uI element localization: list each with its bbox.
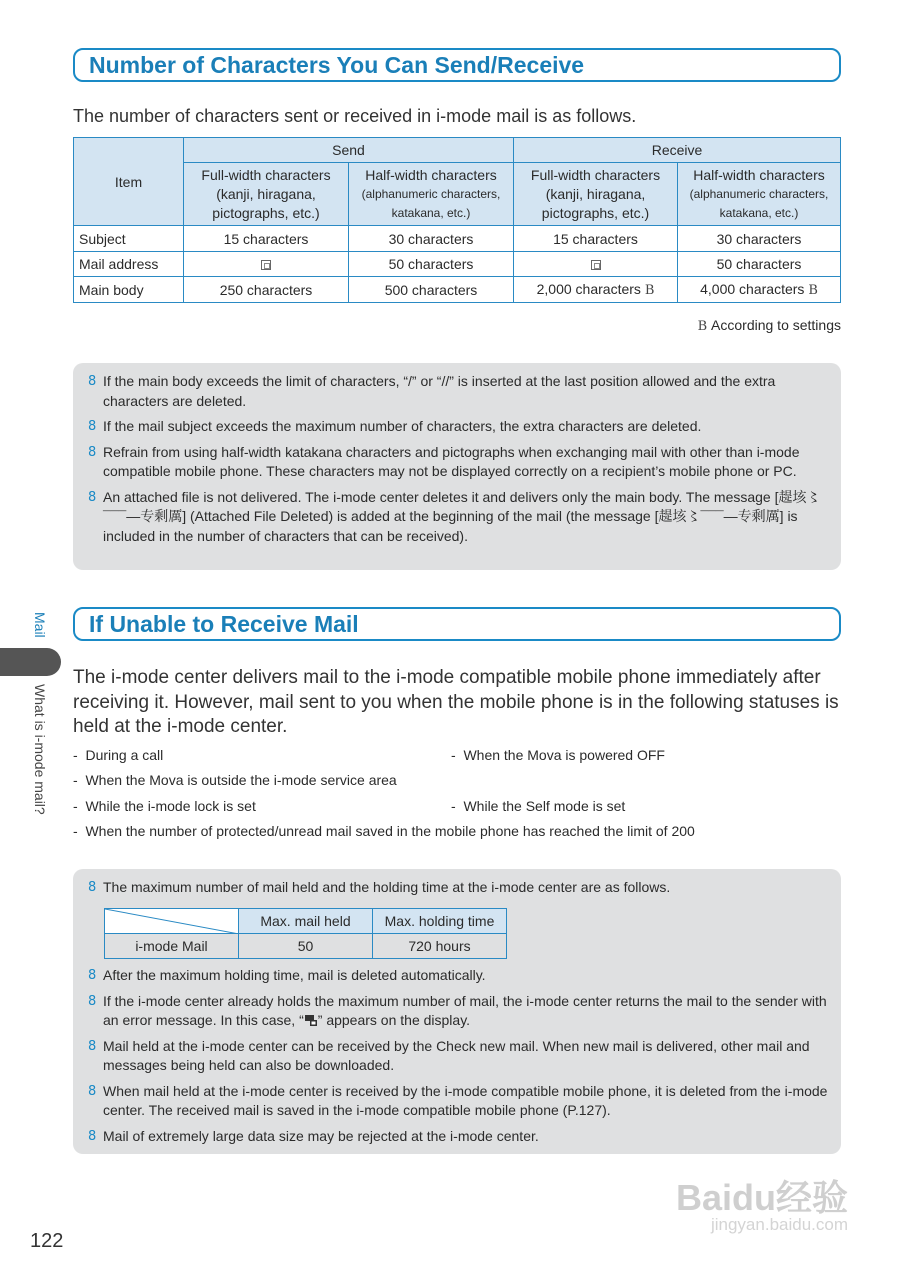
- send-header: Send: [184, 138, 514, 163]
- table-row: [74, 252, 841, 277]
- status-item: - When the Mova is outside the i-mode service area: [73, 772, 397, 788]
- table-row: [74, 277, 841, 303]
- watermark-logo: Baidu经验: [675, 1177, 848, 1218]
- status-item: - While the Self mode is set: [451, 798, 626, 814]
- row-label: Main body: [74, 277, 184, 303]
- note-item: 8 When mail held at the i-mode center is received by the i-mode compatible mobile phone, it is deleted from the i-mode center. The received mail is saved in the i-mode compatible mobile phone (P.127).: [88, 1082, 828, 1118]
- holding-table: [104, 908, 507, 959]
- notes-box-characters: [73, 363, 841, 570]
- characters-table: [73, 137, 841, 303]
- unable-intro: The i-mode center delivers mail to the i-mode compatible mobile phone immediately after receiving it. However, mail sent to you when the mobile phone is in the following statuses is held at the i-mode center.: [73, 667, 839, 737]
- note-item: 8 Refrain from using half-width katakana characters and pictographs when exchanging mail with other than i-mode compatible mobile phone. These characters may not be displayed correctly on a recipient’s mobile phone or PC.: [88, 443, 800, 479]
- cell: 30 characters: [349, 226, 514, 252]
- send-full-width-header: Full-width characters (kanji, hiragana, pictographs, etc.): [184, 163, 349, 226]
- cell: 50: [239, 934, 373, 959]
- cell: 500 characters: [349, 277, 514, 303]
- sidebar-tab-label: Mail: [32, 612, 48, 638]
- table-footnote: B According to settings: [697, 317, 841, 334]
- watermark-url: jingyan.baidu.com: [710, 1215, 848, 1234]
- note-item: 8 The maximum number of mail held and the holding time at the i-mode center are as follows.: [88, 879, 671, 895]
- row-label: Subject: [74, 226, 184, 252]
- section-title-characters: Number of Characters You Can Send/Receive: [73, 48, 841, 82]
- note-item: 8 If the mail subject exceeds the maximum number of characters, the extra characters are deleted.: [88, 418, 702, 434]
- status-item: - When the Mova is powered OFF: [451, 747, 665, 763]
- cell: 720 hours: [373, 934, 507, 959]
- settings-mark: B: [808, 283, 818, 298]
- row-label: i-mode Mail: [105, 934, 239, 959]
- max-time-header: Max. holding time: [373, 909, 507, 934]
- status-item: - While the i-mode lock is set: [73, 798, 256, 814]
- note-item: 8 Mail held at the i-mode center can be received by the Check new mail. When new mail is delivered, other mail and messages being held can also be downloaded.: [88, 1037, 810, 1073]
- cell: 50 characters: [349, 252, 514, 277]
- not-applicable-icon: [184, 252, 349, 277]
- note-item: 8 After the maximum holding time, mail is deleted automatically.: [88, 967, 486, 983]
- cell: 2,000 characters B: [514, 277, 678, 303]
- mail-error-icon: [304, 1013, 318, 1027]
- diagonal-header-cell: [105, 909, 239, 934]
- note-item: 8 If the i-mode center already holds the maximum number of mail, the i-mode center returns the mail to the sender with an error message. In this case, “ ” appears on the display.: [88, 992, 827, 1028]
- cell: 250 characters: [184, 277, 349, 303]
- characters-intro: The number of characters sent or received in i-mode mail is as follows.: [73, 106, 637, 126]
- send-half-width-header: Half-width characters (alphanumeric characters, katakana, etc.): [349, 163, 514, 226]
- sidebar-section-label: What is i-mode mail?: [32, 684, 48, 815]
- cell: 4,000 characters B: [678, 277, 841, 303]
- note-item: 8 If the main body exceeds the limit of characters, “/” or “//” is inserted at the last position allowed and the extra characters are deleted.: [88, 373, 776, 409]
- status-item: - During a call: [73, 747, 164, 763]
- table-row: [74, 226, 841, 252]
- not-applicable-icon: [514, 252, 678, 277]
- item-header: Item: [74, 138, 184, 226]
- receive-half-width-header: Half-width characters (alphanumeric characters, katakana, etc.): [678, 163, 841, 226]
- status-item: - When the number of protected/unread mail saved in the mobile phone has reached the limit of 200: [73, 823, 695, 839]
- cell: 30 characters: [678, 226, 841, 252]
- max-mail-header: Max. mail held: [239, 909, 373, 934]
- settings-mark: B: [644, 283, 655, 298]
- cell: 15 characters: [184, 226, 349, 252]
- note-item: 8 An attached file is not delivered. The i-mode center deletes it and delivers only the main body. The message [趧垓〻¯¯¯―专剩厲] (Attached File Deleted) is added at the beginning of the mail (the message [趧垓〻¯¯¯―专剩厲] is included in the number of characters that can be received).: [88, 488, 821, 544]
- row-label: Mail address: [74, 252, 184, 277]
- receive-full-width-header: Full-width characters (kanji, hiragana, pictographs, etc.): [514, 163, 678, 226]
- cell: 15 characters: [514, 226, 678, 252]
- page-number: 122: [30, 1230, 64, 1252]
- receive-header: Receive: [514, 138, 841, 163]
- section-title-unable: If Unable to Receive Mail: [73, 607, 841, 641]
- sidebar-tab: [0, 648, 61, 676]
- note-item: 8 Mail of extremely large data size may be rejected at the i-mode center.: [88, 1127, 539, 1144]
- cell: 50 characters: [678, 252, 841, 277]
